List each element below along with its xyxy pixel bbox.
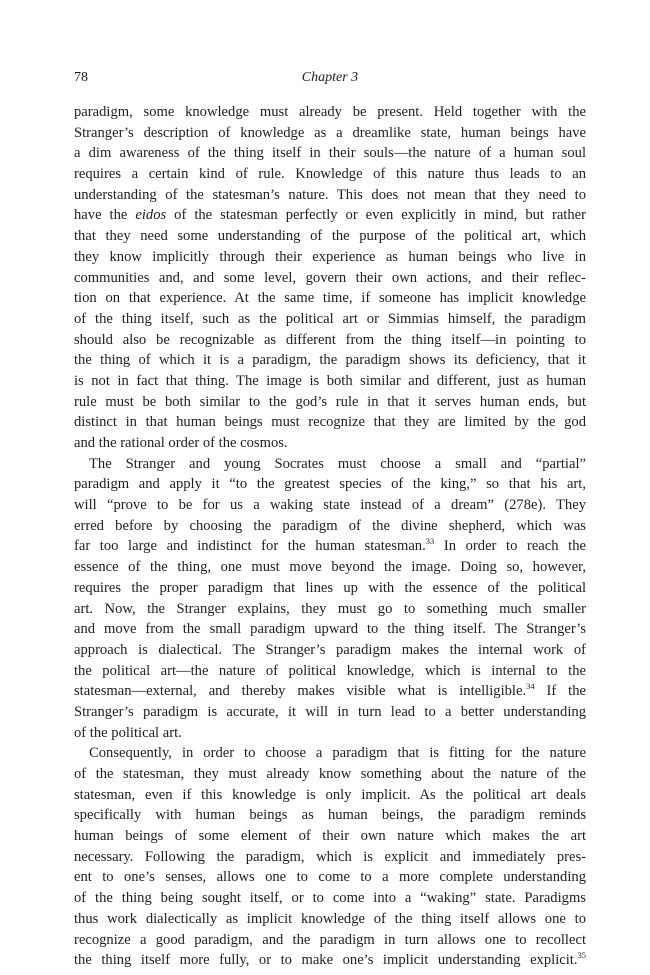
text-line: of the thing itself, such as the political art or Simmias himself, the paradigm	[74, 310, 586, 327]
text-line: distinct in that human beings must recognize that they are limited by the god	[74, 414, 586, 431]
page-number: 78	[74, 70, 88, 85]
text-line: requires a certain kind of rule. Knowledge of this nature thus leads to an	[74, 166, 586, 183]
text-line: of the thing being sought itself, or to come into a “waking” state. Paradigms	[74, 890, 586, 907]
text-line: ent to one’s senses, allows one to come to a more complete understanding	[74, 869, 586, 886]
text-line: will “prove to be for us a waking state instead of a dream” (278e). They	[74, 497, 586, 514]
text-line	[74, 536, 586, 557]
footnote-marker: 33	[425, 536, 435, 547]
text-line: requires the proper paradigm that lines up with the essence of the political	[74, 579, 586, 596]
text-line: Stranger’s paradigm is accurate, it will in turn lead to a better understanding	[74, 703, 586, 720]
line-text: the thing itself more fully, or to make one’s implicit understanding explicit.	[74, 952, 578, 969]
page-header	[74, 70, 586, 90]
text-line: of the political art.	[74, 724, 182, 741]
text-line: should also be recognizable as different from the thing itself—in pointing to	[74, 331, 586, 348]
text-line: paradigm and apply it “to the greatest species of the king,” so that his art,	[74, 476, 586, 493]
text-line: essence of the thing, one must move beyond the image. Doing so, however,	[74, 559, 586, 576]
line-text: have the	[74, 207, 136, 224]
text-line	[74, 681, 586, 702]
text-line: understanding of the statesman’s nature. This does not mean that they need to	[74, 186, 586, 203]
text-line: of the statesman, they must already know something about the nature of the	[74, 766, 586, 782]
text-line: that they need some understanding of the purpose of the political art, which	[74, 228, 586, 245]
italic-term: eidos	[135, 207, 167, 224]
text-line: rule must be both similar to the god’s rule in that it serves human ends, but	[74, 393, 586, 410]
paragraph	[74, 743, 586, 971]
text-line: thus work dialectically as implicit knowledge of the thing itself allows one to	[74, 910, 586, 927]
text-line: a dim awareness of the thing itself in their souls—the nature of a human soul	[74, 145, 586, 162]
text-line: they know implicitly through their experience as human beings who live in	[74, 248, 586, 265]
text-line: is not in fact that thing. The image is both similar and different, just as human	[74, 372, 586, 389]
text-line: specifically with human beings as human beings, the paradigm reminds	[74, 807, 586, 824]
text-line: communities and, and some level, govern their own actions, and their reflec-	[74, 269, 586, 286]
text-line: Stranger’s description of knowledge as a dreamlike state, human beings have	[74, 124, 586, 141]
line-text: statesman—external, and thereby makes visible what is intelligible.	[74, 683, 527, 700]
line-text: If the	[534, 683, 586, 700]
text-line: necessary. Following the paradigm, which is explicit and immediately pres-	[74, 848, 586, 865]
text-line: Consequently, in order to choose a paradigm that is fitting for the nature	[89, 745, 586, 762]
footnote-marker: 34	[526, 681, 535, 692]
paragraph	[74, 102, 586, 454]
text-line	[74, 205, 586, 226]
body-text	[74, 102, 586, 971]
paragraph	[74, 454, 586, 744]
footnote-marker: 35	[577, 950, 586, 961]
text-line	[74, 950, 586, 971]
text-line: the political art—the nature of political knowledge, which is internal to the	[74, 662, 586, 679]
text-line: and the rational order of the cosmos.	[74, 435, 288, 451]
text-line: statesman, even if this knowledge is only implicit. As the political art deals	[74, 786, 586, 803]
text-line: The Stranger and young Socrates must choose a small and “partial”	[89, 455, 586, 472]
text-line: art. Now, the Stranger explains, they must go to something much smaller	[74, 600, 586, 617]
text-line: the thing of which it is a paradigm, the paradigm shows its deficiency, that it	[74, 352, 586, 369]
line-text: of the statesman perfectly or even explicitly in mind, but rather	[166, 207, 586, 224]
text-line: human beings of some element of their own nature which makes the art	[74, 828, 586, 845]
line-text: In order to reach the	[434, 538, 586, 555]
text-line: erred before by choosing the paradigm of the divine shepherd, which was	[74, 517, 586, 534]
text-line: recognize a good paradigm, and the paradigm in turn allows one to recollect	[74, 931, 586, 948]
text-line: tion on that experience. At the same time, if someone has implicit knowledge	[74, 290, 586, 307]
text-line: paradigm, some knowledge must already be present. Held together with the	[74, 104, 586, 120]
line-text: far too large and indistinct for the human statesman.	[74, 538, 426, 555]
text-line: and move from the small paradigm upward to the thing itself. The Stranger’s	[74, 621, 586, 638]
running-head: Chapter 3	[301, 70, 359, 85]
text-line: approach is dialectical. The Stranger’s paradigm makes the internal work of	[74, 641, 586, 658]
